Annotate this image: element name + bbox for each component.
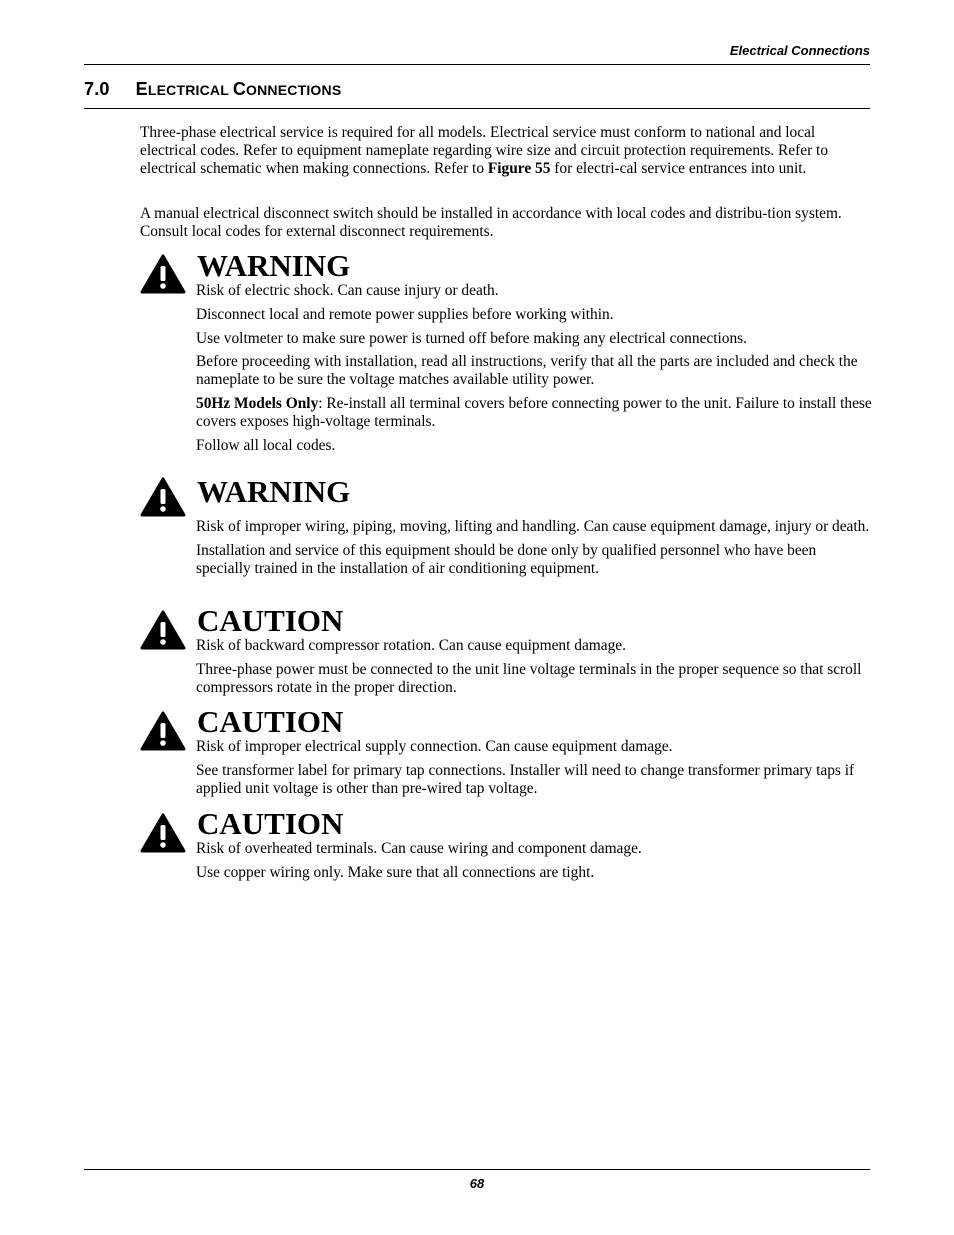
caution-triangle-icon <box>140 610 186 650</box>
section-title-letter-e: E <box>135 79 148 99</box>
caution-1-line: Risk of backward compressor rotation. Can cause equipment damage. <box>196 637 626 654</box>
warning-2-line: Risk of improper wiring, piping, moving, lifting and handling. Can cause equipment damage, injury or death. <box>196 518 870 535</box>
header-rule <box>84 64 870 65</box>
section-title <box>84 79 341 100</box>
section-number: 7.0 <box>84 79 110 99</box>
page-number: 68 <box>469 1176 485 1191</box>
warning-2-line: Installation and service of this equipment should be done only by qualified personnel who have been specially trained in the installation of air conditioning equipment. <box>196 541 817 577</box>
50hz-label: 50Hz Models Only <box>196 394 319 412</box>
caution-heading-1: CAUTION <box>197 603 344 638</box>
caution-3-line: Use copper wiring only. Make sure that all connections are tight. <box>196 863 595 881</box>
caution-triangle-icon <box>140 711 186 751</box>
caution-2-line: See transformer label for primary tap connections. Installer will need to change transformer primary taps if applied unit voltage is other than pre-wired tap voltage. <box>196 761 855 797</box>
caution-1-line: Three-phase power must be connected to the unit line voltage terminals in the proper sequence so that scroll compressors rotate in the proper direction. <box>196 660 862 696</box>
caution-heading-2: CAUTION <box>197 704 344 739</box>
warning-heading-2: WARNING <box>197 474 351 509</box>
intro-paragraph-2: A manual electrical disconnect switch should be installed in accordance with local codes and distribu-tion system. Consult local codes for external disconnect requirements. <box>140 205 842 240</box>
warning-1-line: Follow all local codes. <box>196 436 336 454</box>
warning-1-line: Before proceeding with installation, read all instructions, verify that all the parts are included and check the nameplate to be sure the voltage matches available utility power. <box>196 353 858 389</box>
warning-triangle-icon <box>140 477 186 517</box>
intro-p1-text-a: Three-phase electrical service is required for all models. Electrical service must conform to national and local electrical codes. Refer to equipment nameplate regarding wire size and circuit protection requirements. Refer to electrical schematic when making connections. Refer to <box>140 124 829 177</box>
warning-1-text <box>196 282 872 460</box>
caution-triangle-icon <box>140 813 186 853</box>
warning-heading-1: WARNING <box>197 248 351 283</box>
caution-2-line: Risk of improper electrical supply connection. Can cause equipment damage. <box>196 738 673 755</box>
running-head-title: Electrical Connections <box>729 43 870 58</box>
section-title-letter-c: C <box>232 79 247 99</box>
caution-2-text <box>196 738 872 803</box>
warning-2-text <box>196 518 872 583</box>
50hz-text: : Re-install all terminal covers before connecting power to the unit. Failure to install these covers exposes high-voltage terminals. <box>196 394 872 430</box>
footer-rule <box>84 1169 870 1170</box>
warning-1-line: Disconnect local and remote power supplies before working within. <box>196 305 614 323</box>
warning-1-line: Use voltmeter to make sure power is turned off before making any electrical connections. <box>196 329 748 347</box>
section-title-part-1: LECTRICAL <box>147 82 233 98</box>
warning-1-50hz-note <box>196 395 872 431</box>
warning-1-line: Risk of electric shock. Can cause injury or death. <box>196 282 499 299</box>
section-title-rule <box>84 108 870 109</box>
caution-3-line: Risk of overheated terminals. Can cause wiring and component damage. <box>196 840 642 857</box>
warning-triangle-icon <box>140 254 186 294</box>
caution-1-text <box>196 637 872 702</box>
figure-reference: Figure 55 <box>487 159 551 177</box>
caution-heading-3: CAUTION <box>197 806 344 841</box>
intro-p1-text-b: for electri-cal service entrances into unit. <box>550 159 807 177</box>
section-title-part-2: ONNECTIONS <box>246 82 342 98</box>
caution-3-text <box>196 840 872 888</box>
intro-paragraph-1 <box>140 124 872 177</box>
